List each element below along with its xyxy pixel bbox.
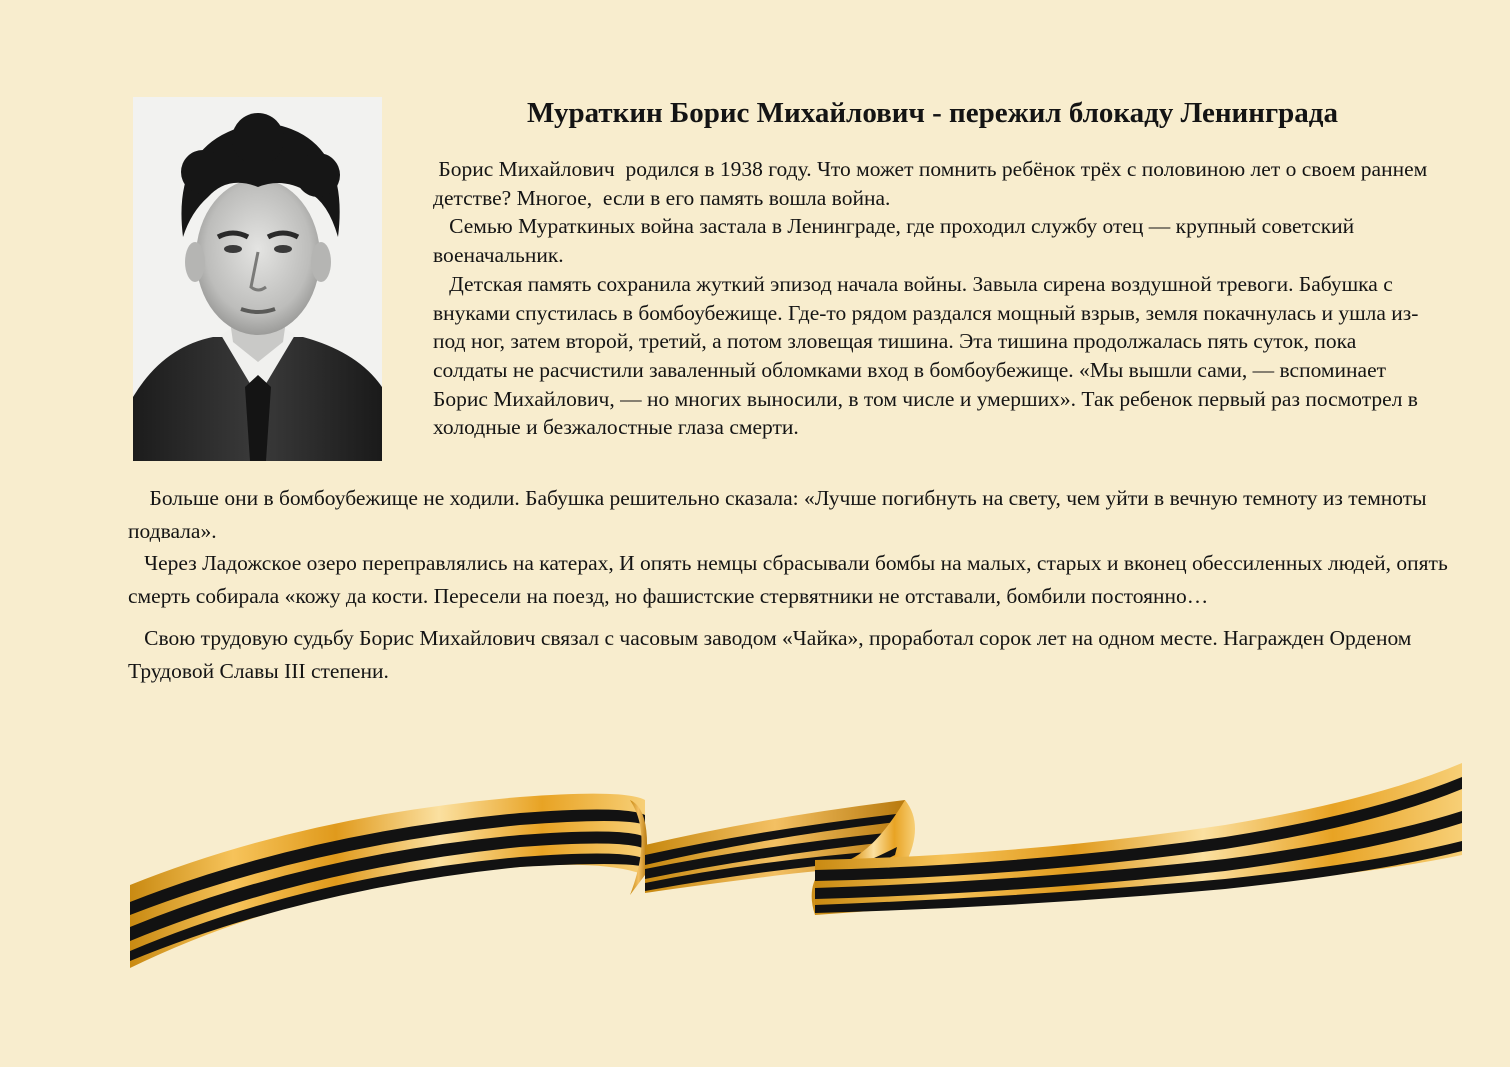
page-title: Мураткин Борис Михайлович - пережил блокаду Ленинграда xyxy=(527,97,1338,129)
ribbon-left xyxy=(130,794,645,968)
intro-text xyxy=(433,155,1433,442)
paragraph: Свою трудовую судьбу Борис Михайлович связал с часовым заводом «Чайка», проработал сорок лет на одном месте. Награжден Орденом Трудовой Славы III степени. xyxy=(128,626,1417,683)
paragraph: Детская память сохранила жуткий эпизод начала войны. Завыла сирена воздушной тревоги. Бабушка с внуками спустилась в бомбоубежище. Где-то рядом раздался мощный взрыв, земля покачнулась и ушла из-под ног, затем второй, третий, а потом зловещая тишина. Эта тишина продолжалась пять суток, пока солдаты не расчистили заваленный обломками вход в бомбоубежище. «Мы вышли сами, — вспоминает Борис Михайлович, — но многих выносили, в том числе и умерших». Так ребенок первый раз посмотрел в холодные и безжалостные глаза смерти. xyxy=(433,271,1424,440)
paragraph: Борис Михайлович родился в 1938 году. Что может помнить ребёнок трёх с половиною лет о своем раннем детстве? Многое, если в его память вошла война. xyxy=(433,157,1433,210)
paragraph: Семью Мураткиных война застала в Ленинграде, где проходил службу отец — крупный советский военачальник. xyxy=(433,214,1360,268)
body-text xyxy=(128,482,1473,687)
st-george-ribbon xyxy=(125,755,1470,990)
paragraph: Больше они в бомбоубежище не ходили. Бабушка решительно сказала: «Лучше погибнуть на свету, чем уйти в вечную темноту из темноты подвала». xyxy=(128,486,1432,543)
paragraph: Через Ладожское озеро переправлялись на катерах, И опять немцы сбрасывали бомбы на малых, старых и вконец обессиленных людей, опять смерть собирала «кожу да кости. Пересели на поезд, но фашистские стервятники не отставали, бомбили постоянно… xyxy=(128,551,1454,608)
portrait-photo xyxy=(133,97,382,461)
